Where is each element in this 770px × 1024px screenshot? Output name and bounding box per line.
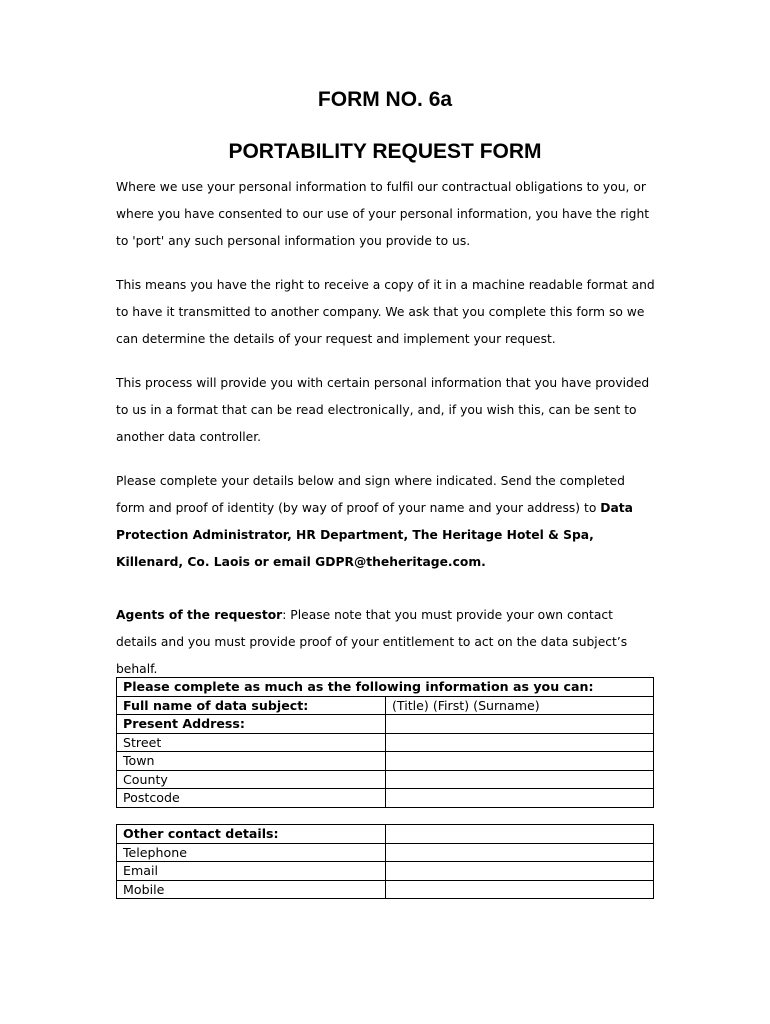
- table-row: [117, 880, 654, 899]
- send-to-address: Data Protection Administrator, HR Department, The Heritage Hotel & Spa, Killenard, Co. Laois or email GDPR@theheritage.com.: [116, 501, 633, 569]
- telephone-field[interactable]: [386, 843, 654, 862]
- form-number: FORM NO. 6a: [317, 88, 453, 111]
- mobile-field[interactable]: [386, 880, 654, 899]
- paragraph-instructions: [116, 468, 656, 576]
- contact-heading-field: [386, 825, 654, 844]
- full-name-label: Full name of data subject:: [117, 696, 386, 715]
- postcode-label: Postcode: [117, 789, 386, 808]
- paragraph-machine-readable: This means you have the right to receive a copy of it in a machine readable format and to have it transmitted to another company. We ask that you complete this form so we can determine the details of your request and implement your request.: [116, 278, 655, 346]
- table-row: [117, 678, 654, 697]
- town-field[interactable]: [386, 752, 654, 771]
- county-label: County: [117, 770, 386, 789]
- street-label: Street: [117, 733, 386, 752]
- mobile-label: Mobile: [117, 880, 386, 899]
- table-row: [117, 696, 654, 715]
- paragraph-process: This process will provide you with certain personal information that you have provided to us in a format that can be read electronically, and, if you wish this, can be sent to another data controller.: [116, 376, 650, 444]
- other-contact-details-table: [116, 824, 654, 899]
- table-row: [117, 770, 654, 789]
- present-address-label: Present Address:: [117, 715, 386, 734]
- paragraph-agents: [116, 602, 656, 683]
- table-row: [117, 789, 654, 808]
- table-row: [117, 862, 654, 881]
- email-label: Email: [117, 862, 386, 881]
- postcode-field[interactable]: [386, 789, 654, 808]
- agents-text: : Please note that you must provide your own contact details and you must provide proof of your entitlement to act on the data subject’s behalf.: [116, 608, 628, 676]
- table-row: [117, 752, 654, 771]
- contact-table-heading: Other contact details:: [117, 825, 386, 844]
- email-field[interactable]: [386, 862, 654, 881]
- table-row: [117, 843, 654, 862]
- present-address-field[interactable]: [386, 715, 654, 734]
- street-field[interactable]: [386, 733, 654, 752]
- agents-heading: Agents of the requestor: [116, 608, 283, 622]
- form-title: PORTABILITY REQUEST FORM: [228, 140, 542, 163]
- table-row: [117, 733, 654, 752]
- data-subject-details-table: [116, 677, 654, 808]
- table-row: [117, 715, 654, 734]
- full-name-field[interactable]: (Title) (First) (Surname): [386, 696, 654, 715]
- instructions-text: Please complete your details below and sign where indicated. Send the completed form and proof of identity (by way of proof of your name and your address) to: [116, 474, 625, 515]
- town-label: Town: [117, 752, 386, 771]
- table-row: [117, 825, 654, 844]
- county-field[interactable]: [386, 770, 654, 789]
- telephone-label: Telephone: [117, 843, 386, 862]
- details-table-heading: Please complete as much as the following information as you can:: [117, 678, 654, 697]
- paragraph-right-to-port: Where we use your personal information to fulfil our contractual obligations to you, or where you have consented to our use of your personal information, you have the right to 'port' any such personal information you provide to us.: [116, 180, 650, 248]
